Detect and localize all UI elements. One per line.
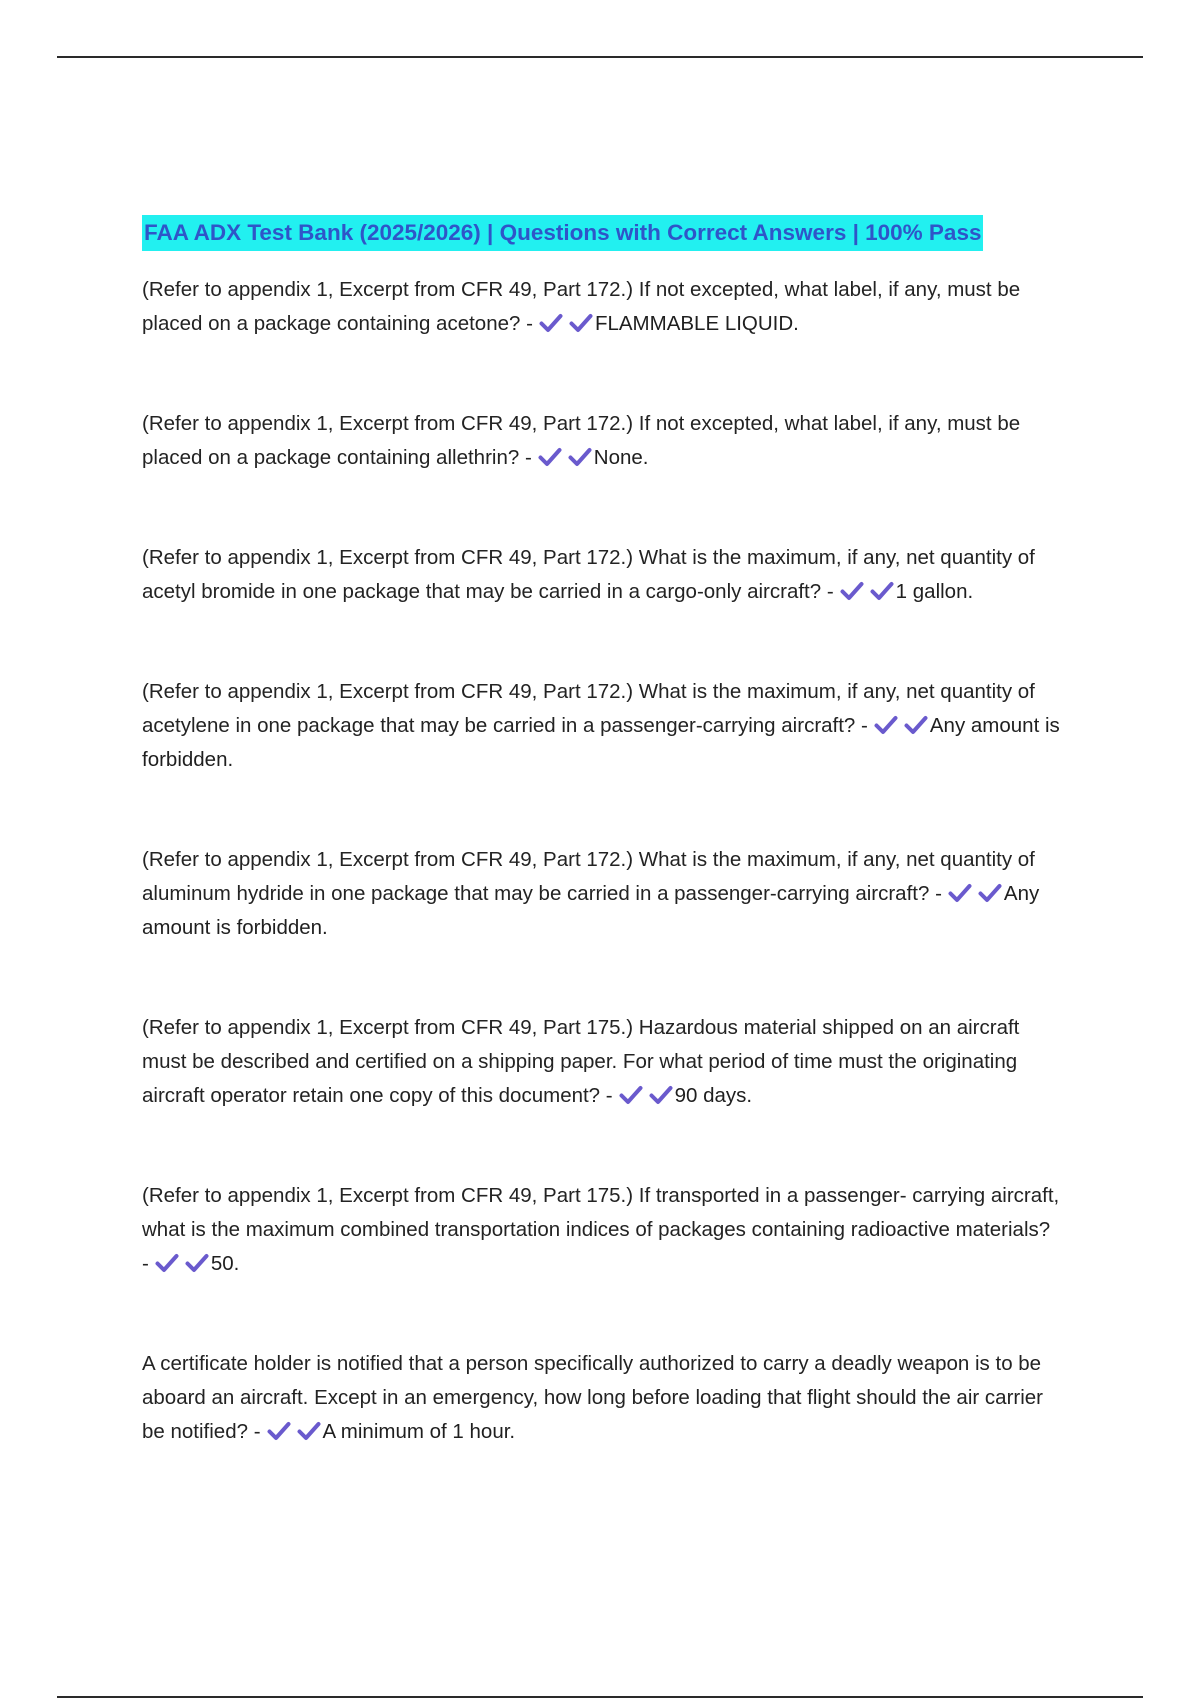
answer-separator: - [520, 312, 533, 335]
document-title: FAA ADX Test Bank (2025/2026) | Questions with Correct Answers | 100% Pass [142, 215, 983, 251]
answer-separator: - [855, 714, 868, 737]
check-icon [568, 446, 592, 468]
check-icon [619, 1084, 643, 1106]
top-rule [57, 56, 1143, 58]
answer-separator: - [821, 580, 834, 603]
answer-text: None. [593, 446, 649, 469]
check-icon [155, 1252, 179, 1274]
answer-text: Any amount is forbidden. [142, 714, 1060, 771]
check-icon [948, 882, 972, 904]
answer-text: 1 gallon. [895, 580, 974, 603]
check-icon [297, 1420, 321, 1442]
question-text: A certificate holder is notified that a person specifically authorized to carry a deadly weapon is to be aboard an aircraft. Except in an emergency, how long before loading that flight should the air carrier be notified? [142, 1352, 1043, 1443]
answer-text: 50. [210, 1252, 240, 1275]
check-icon [904, 714, 928, 736]
question-text: (Refer to appendix 1, Excerpt from CFR 49, Part 172.) What is the maximum, if any, net quantity of acetyl bromide in one package that may be carried in a cargo-only aircraft? [142, 546, 1035, 603]
document-body [142, 215, 1062, 1515]
check-icon [874, 714, 898, 736]
check-icon [539, 312, 563, 334]
check-icon [185, 1252, 209, 1274]
question-item [142, 273, 1062, 341]
check-icon [569, 312, 593, 334]
question-item [142, 407, 1062, 475]
question-text: (Refer to appendix 1, Excerpt from CFR 49, Part 172.) What is the maximum, if any, net quantity of acetylene in one package that may be carried in a passenger-carrying aircraft? [142, 680, 1035, 737]
answer-text: FLAMMABLE LIQUID. [594, 312, 799, 335]
answer-text: Any amount is forbidden. [142, 882, 1040, 939]
check-icon [978, 882, 1002, 904]
answer-separator: - [929, 882, 942, 905]
question-item [142, 843, 1062, 945]
title-line [142, 215, 1062, 253]
question-item [142, 1347, 1062, 1449]
question-list [142, 273, 1062, 1449]
check-icon [870, 580, 894, 602]
answer-text: 90 days. [674, 1084, 753, 1107]
question-text: (Refer to appendix 1, Excerpt from CFR 49, Part 172.) If not excepted, what label, if any, must be placed on a package containing acetone? [142, 278, 1021, 335]
answer-separator: - [519, 446, 532, 469]
check-icon [649, 1084, 673, 1106]
question-text: (Refer to appendix 1, Excerpt from CFR 49, Part 172.) If not excepted, what label, if any, must be placed on a package containing allethrin? [142, 412, 1021, 469]
answer-text: A minimum of 1 hour. [322, 1420, 516, 1443]
answer-separator: - [248, 1420, 261, 1443]
answer-separator: - [600, 1084, 613, 1107]
check-icon [538, 446, 562, 468]
question-text: (Refer to appendix 1, Excerpt from CFR 49, Part 175.) If transported in a passenger- carrying aircraft, what is the maximum combined transportation indices of packages containing radioactive materials? [142, 1184, 1060, 1241]
check-icon [840, 580, 864, 602]
question-item [142, 541, 1062, 609]
answer-separator: - [142, 1252, 149, 1275]
question-text: (Refer to appendix 1, Excerpt from CFR 49, Part 175.) Hazardous material shipped on an aircraft must be described and certified on a shipping paper. For what period of time must the originating aircraft operator retain one copy of this document? [142, 1016, 1020, 1107]
question-item [142, 675, 1062, 777]
question-item [142, 1179, 1062, 1281]
bottom-rule [57, 1696, 1143, 1698]
question-text: (Refer to appendix 1, Excerpt from CFR 49, Part 172.) What is the maximum, if any, net quantity of aluminum hydride in one package that may be carried in a passenger-carrying aircraft? [142, 848, 1035, 905]
question-item [142, 1011, 1062, 1113]
check-icon [267, 1420, 291, 1442]
